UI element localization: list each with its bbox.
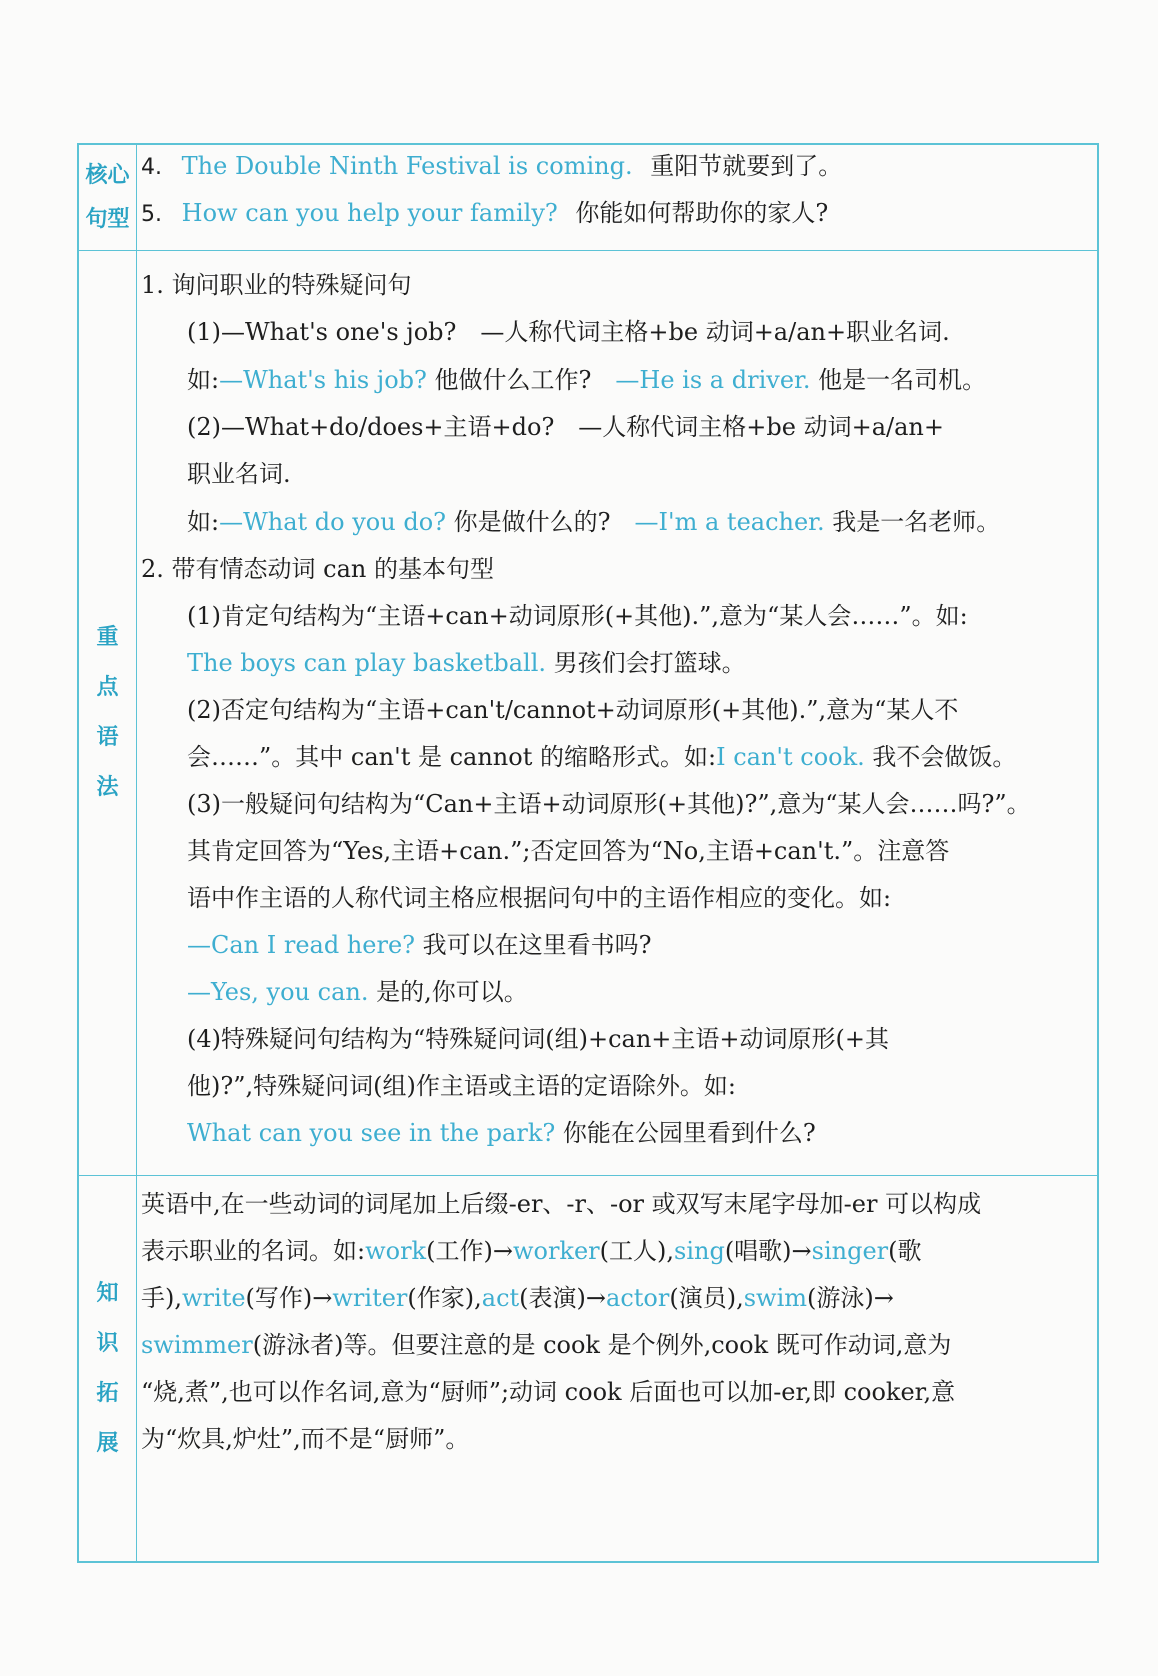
example-line: 会……”。其中 can't 是 cannot 的缩略形式。如:I can't cook. 我不会做饭。: [187, 743, 1017, 771]
example-line: The boys can play basketball. 男孩们会打篮球。: [187, 649, 746, 677]
label-char: 识: [96, 1330, 119, 1356]
grammar-heading: 1. 询问职业的特殊疑问句: [141, 271, 412, 299]
extension-line: 表示职业的名词。如:work(工作)→worker(工人),sing(唱歌)→singer(歌: [141, 1237, 922, 1265]
english-sentence: How can you help your family?: [181, 199, 558, 227]
extension-line: 为“炊具,炉灶”,而不是“厨师”。: [141, 1425, 470, 1453]
label-char: 重: [96, 625, 119, 650]
extension-line: “烧,煮”,也可以作名词,意为“厨师”;动词 cook 后面也可以加-er,即 cooker,意: [141, 1378, 956, 1406]
core-sentences-label: [79, 145, 137, 250]
core-sentences-row: [79, 145, 1097, 250]
extension-line: 英语中,在一些动词的词尾加上后缀-er、-r、-or 或双写末尾字母加-er 可以构成: [141, 1190, 982, 1218]
grammar-line: (1)肯定句结构为“主语+can+动词原形(+其他).”,意为“某人会……”。如:: [187, 602, 968, 630]
grammar-line: 他)?”,特殊疑问词(组)作主语或主语的定语除外。如:: [187, 1072, 736, 1100]
grammar-line: (2)否定句结构为“主语+can't/cannot+动词原形(+其他).”,意为“某人不: [187, 696, 959, 724]
sentence-item: [141, 197, 828, 231]
extension-line: 手),write(写作)→writer(作家),act(表演)→actor(演员),swim(游泳)→: [141, 1284, 894, 1312]
label-line: 句型: [85, 206, 130, 232]
content-table: [77, 143, 1099, 1563]
english-sentence: The Double Ninth Festival is coming.: [181, 152, 633, 180]
example-line: What can you see in the park? 你能在公园里看到什么?: [187, 1119, 816, 1147]
grammar-heading: 2. 带有情态动词 can 的基本句型: [141, 555, 494, 583]
label-char: 拓: [96, 1380, 119, 1406]
label-char: 点: [96, 675, 119, 700]
example-line: 如:—What's his job? 他做什么工作? —He is a driver. 他是一名司机。: [187, 366, 987, 394]
key-grammar-row: [79, 250, 1097, 1175]
sentence-item: [141, 150, 842, 184]
label-char: 知: [96, 1280, 119, 1306]
chinese-translation: 你能如何帮助你的家人?: [575, 199, 829, 227]
label-char: 法: [96, 775, 119, 800]
extension-line: swimmer(游泳者)等。但要注意的是 cook 是个例外,cook 既可作动词,意为: [141, 1331, 952, 1359]
grammar-line: 语中作主语的人称代词主格应根据问句中的主语作相应的变化。如:: [187, 884, 892, 912]
grammar-line: (2)—What+do/does+主语+do? —人称代词主格+be 动词+a/an+: [187, 413, 944, 441]
example-line: —Can I read here? 我可以在这里看书吗?: [187, 931, 652, 959]
chinese-translation: 重阳节就要到了。: [650, 152, 843, 180]
knowledge-extension-label: [79, 1176, 137, 1561]
knowledge-extension-row: [79, 1175, 1097, 1561]
grammar-line: 职业名词.: [187, 460, 291, 488]
grammar-line: (4)特殊疑问句结构为“特殊疑问词(组)+can+主语+动词原形(+其: [187, 1025, 889, 1053]
label-line: 核心: [85, 162, 130, 188]
grammar-line: 其肯定回答为“Yes,主语+can.”;否定回答为“No,主语+can't.”。注意答: [187, 837, 950, 865]
key-grammar-label: [79, 251, 137, 1175]
grammar-line: (3)一般疑问句结构为“Can+主语+动词原形(+其他)?”,意为“某人会……吗?”。: [187, 790, 1031, 818]
example-line: —Yes, you can. 是的,你可以。: [187, 978, 528, 1006]
item-number: 4.: [141, 155, 162, 180]
grammar-line: (1)—What's one's job? —人称代词主格+be 动词+a/an+职业名词.: [187, 318, 950, 346]
label-char: 展: [96, 1430, 119, 1456]
example-line: 如:—What do you do? 你是做什么的? —I'm a teacher. 我是一名老师。: [187, 508, 1001, 536]
item-number: 5.: [141, 202, 162, 227]
label-char: 语: [96, 725, 119, 750]
